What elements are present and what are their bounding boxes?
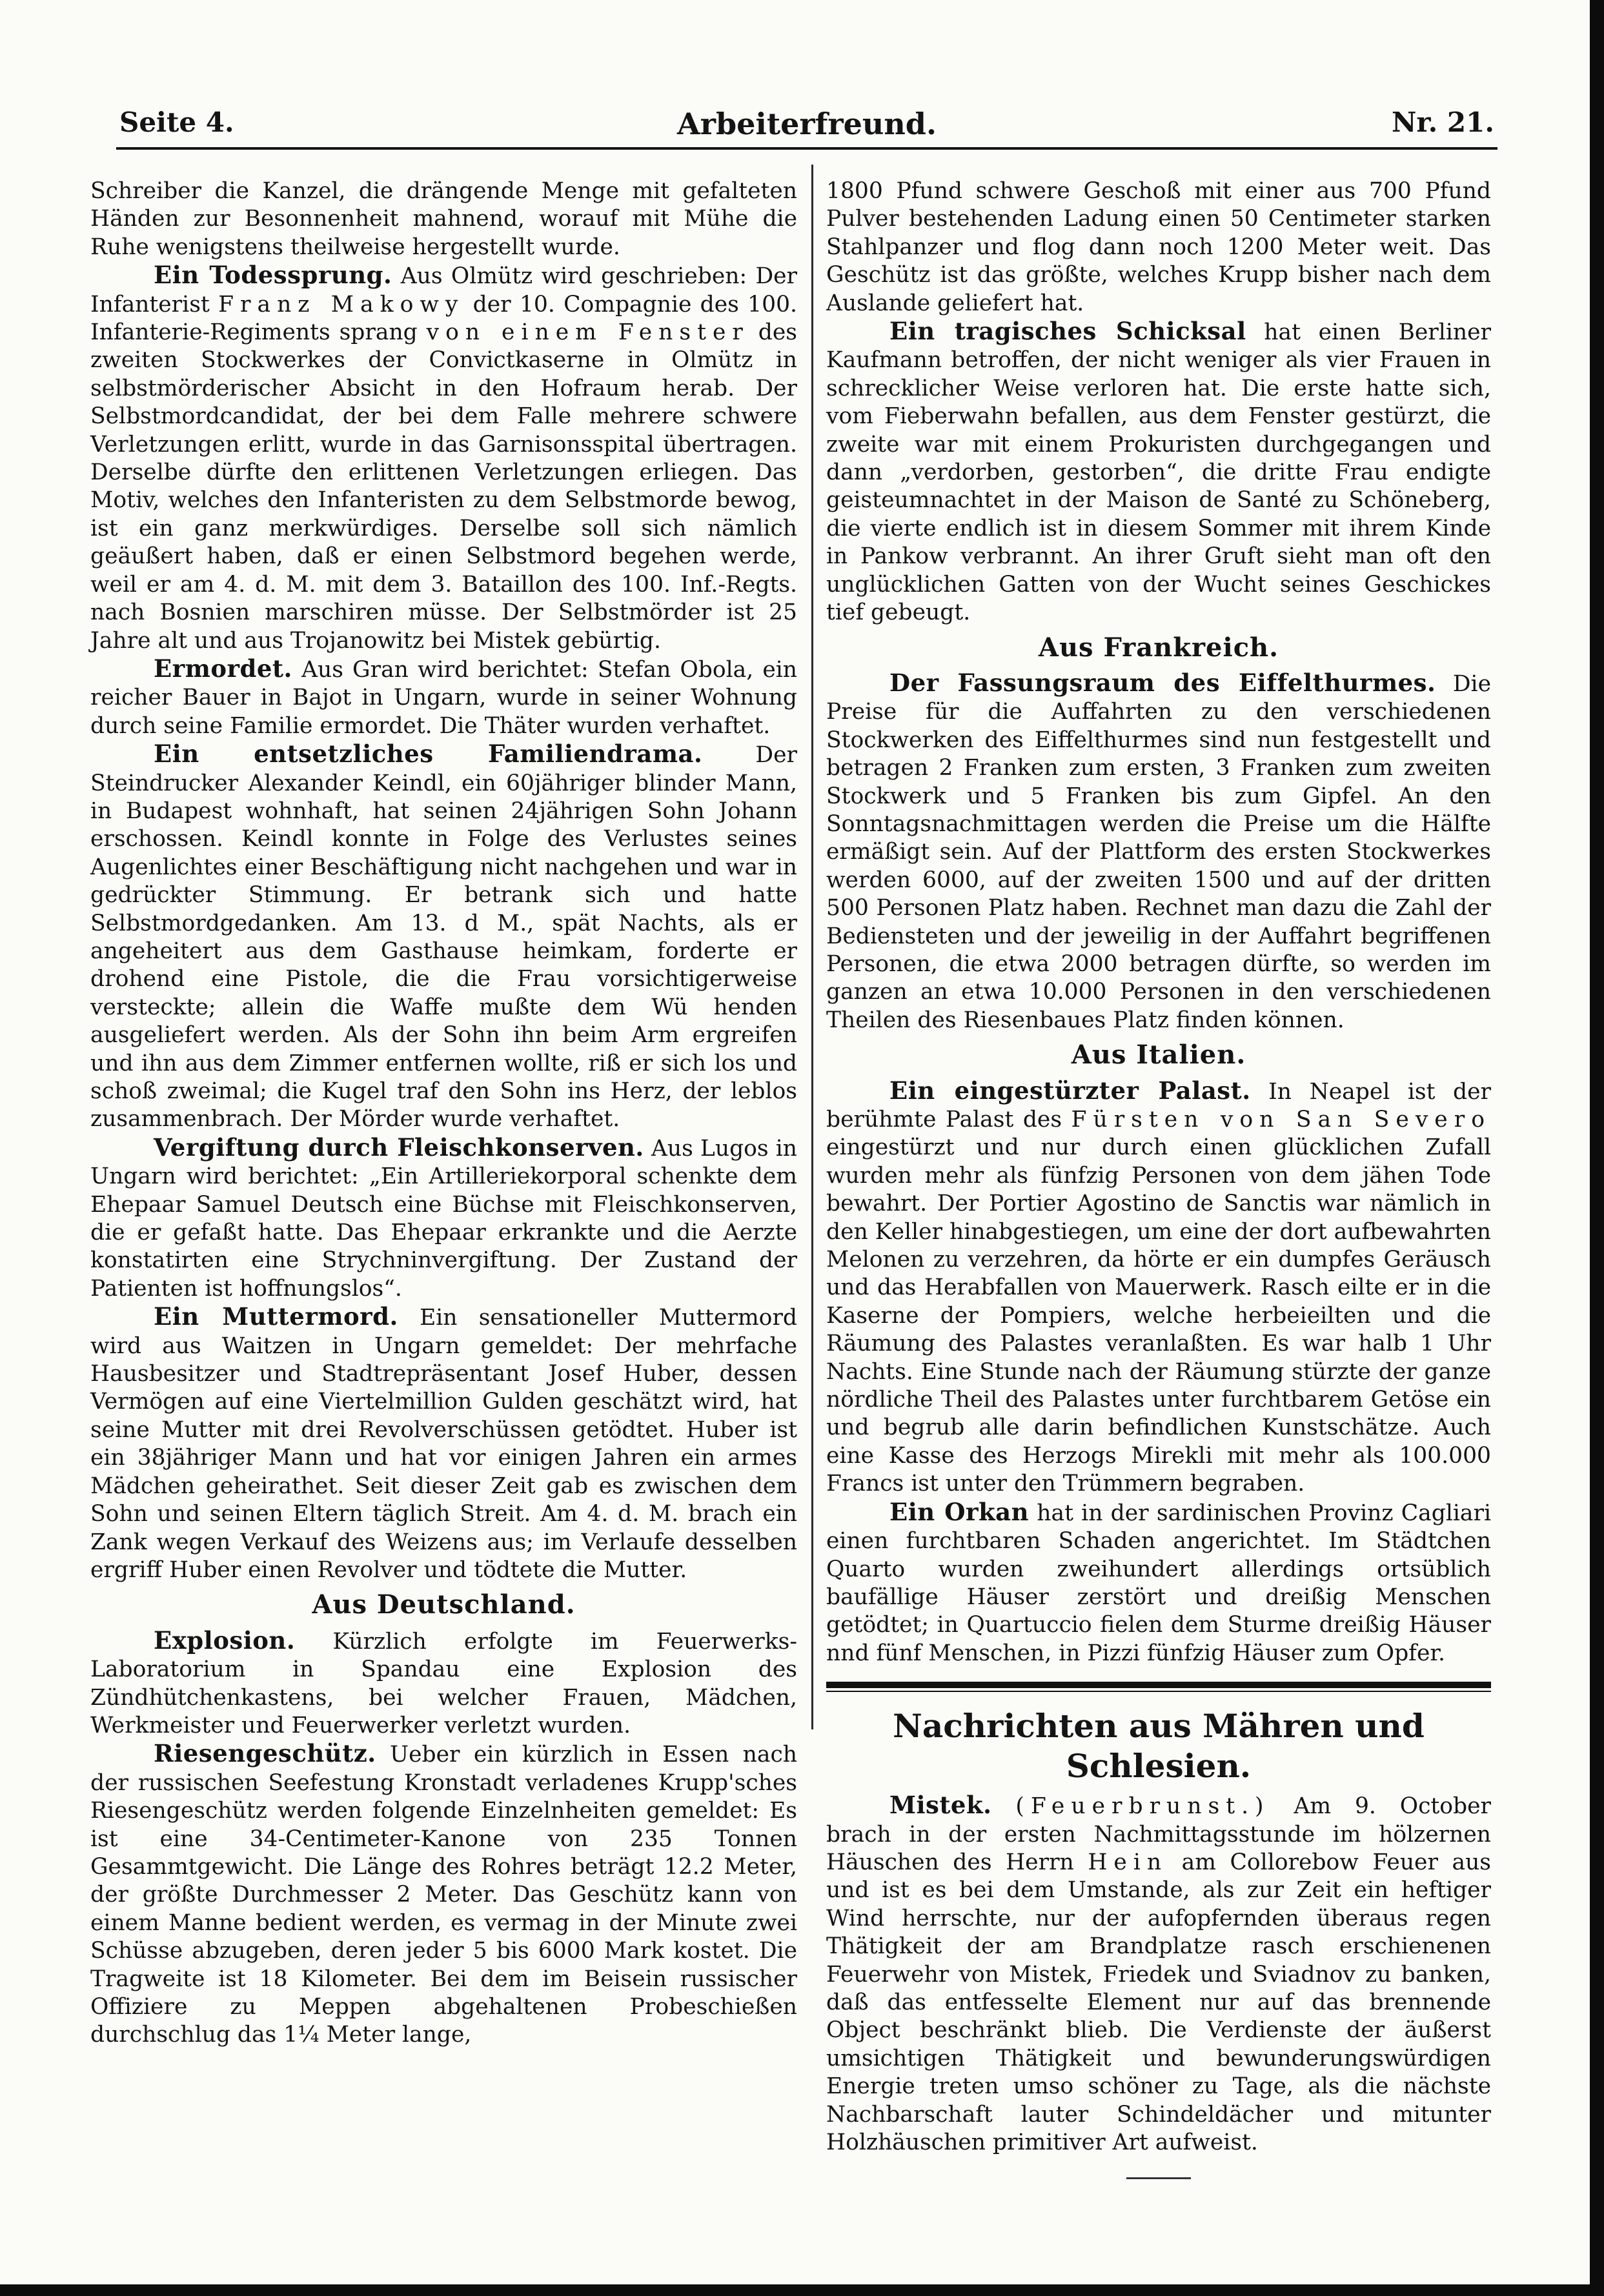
- scan-edge-bottom: [0, 2284, 1604, 2296]
- article-eiffelthurm: [826, 669, 1491, 1034]
- article-body: Aus Gran wird berichtet: Stefan Obola, ein reicher Bauer in Bajot in Ungarn, wurde in seiner Wohnung durch seine Familie ermordet. Die Thäter wurden verhaftet.: [90, 656, 797, 739]
- article-palast: [826, 1077, 1491, 1498]
- article-headline: Ein entsetzliches Familiendrama.: [154, 740, 703, 769]
- article-orkan: [826, 1498, 1491, 1667]
- section-rule-thick: [826, 1682, 1491, 1688]
- article-body: Am 9. October brach in der ersten Nachmittagsstunde im hölzernen Häuschen des Herrn: [826, 1793, 1492, 1875]
- section-heading-frankreich: Aus Frankreich.: [1038, 632, 1279, 663]
- newspaper-title: Arbeiterfreund.: [677, 106, 937, 141]
- article-explosion: [90, 1627, 797, 1740]
- article-continuation: 1800 Pfund schwere Geschoß mit einer aus 700 Pfund Pulver bestehenden Ladung einen 50 Centimeter starken Stahlpanzer und flog dann noch 1200 Meter weit. Das Geschütz ist das größte, welches Krupp bisher nach dem Auslande geliefert hat.: [826, 178, 1491, 316]
- article-headline: Der Fassungsraum des Eiffelthurmes.: [889, 668, 1436, 697]
- article-mistek: [826, 1791, 1491, 2157]
- article-headline: Ein eingestürzter Palast.: [889, 1076, 1251, 1105]
- article-body: In Neapel ist der berühmte Palast des: [826, 1078, 1491, 1133]
- article-headline: Ein Muttermord.: [154, 1302, 398, 1331]
- section-rule-thin: [826, 1691, 1491, 1692]
- spaced-phrase: von einem Fenster: [426, 319, 749, 346]
- article-body: des zweiten Stockwerkes der Convictkaserne in Olmütz in selbstmörderischer Absicht in den Hofraum herab. Der Selbstmordcandidat, der bei dem Falle mehrere schwere Verletzungen erlitt, wurde in das Garnisonsspital übertragen. Derselbe dürfte den erlittenen Verletzungen erliegen. Das Motiv, welches den Infanteristen zu dem Selbstmorde bewog, ist ein ganz merkwürdiges. Derselbe soll sich nämlich geäußert haben, daß er einen Selbstmord begehen werde, weil er am 4. d. M. mit dem 3. Bataillon des 100. Inf.-Regts. nach Bosnien marschiren müsse. Der Selbstmörder ist 25 Jahre alt und aus Trojanowitz bei Mistek gebürtig.: [90, 319, 797, 654]
- article-familiendrama: [90, 740, 797, 1134]
- article-body: am Collorebow Feuer aus und ist es bei dem Umstande, als zur Zeit ein heftiger Wind herrschte, nur der aufopfernden überaus regen Thätigkeit der am Brandplatze rasch erschienenen Feuerwehr von Mistek, Friedek und Sviadnov zu banken, daß das entfesselte Element nur auf das brennende Object beschränkt blieb. Die Verdienste der äußerst umsichtigen Thätigkeit und bewunderungswürdigen Energie treten umso schöner zu Tage, als die nächste Nachbarschaft lauter Schindeldächer und mitunter Holzhäuschen primitiver Art aufweist.: [826, 1849, 1492, 2155]
- spaced-name: Hein: [1088, 1849, 1168, 1875]
- article-body: Die Preise für die Auffahrten zu den verschiedenen Stockwerken des Eiffelthurmes sind nun festgestellt und betragen 2 Franken zum ersten, 3 Franken zum zweiten Stockwerk und 5 Franken bis zum Gipfel. An den Sonntagsnachmittagen werden die Preise um die Hälfte ermäßigt sein. Auf der Plattform des ersten Stockwerkes werden 6000, auf der zweiten 1500 und auf der dritten 500 Personen Platz haben. Rechnet man dazu die Zahl der Bediensteten und der jeweilig in der Auffahrt begriffenen Personen, die etwa 2000 betragen dürfte, so werden im ganzen an etwa 10.000 Personen in den verschiedenen Theilen des Riesenbaues Platz finden können.: [826, 670, 1492, 1033]
- article-headline: Riesengeschütz.: [154, 1739, 376, 1768]
- article-body: Ein sensationeller Muttermord wird aus Waitzen in Ungarn gemeldet: Der mehrfache Hausbesitzer und Stadtrepräsentant Josef Huber, dessen Vermögen auf eine Viertelmillion Gulden geschätzt wird, hat seine Mutter mit drei Revolverschüssen getödtet. Huber ist ein 38jähriger Mann und hat vor einigen Jahren ein armes Mädchen geheirathet. Seit dieser Zeit gab es zwischen dem Sohn und seinen Eltern täglich Streit. Am 4. d. M. brach ein Zank wegen Verkauf des Weizens aus; im Verlaufe desselben ergriff Huber einen Revolver und tödtete die Mutter.: [90, 1305, 798, 1583]
- end-rule: [1126, 2177, 1191, 2179]
- article-body: Der Steindrucker Alexander Keindl, ein 60jähriger blinder Mann, in Budapest wohnhaft, hat seinen 24jährigen Sohn Johann erschossen. Keindl konnte in Folge des Verlustes seines Augenlichtes einer Beschäftigung nicht nachgehen und war in gedrückter Stimmung. Er betrank sich und hatte Selbstmordgedanken. Am 13. d M., spät Nachts, als er angeheitert aus dem Gasthause heimkam, forderte er drohend eine Pistole, die die Frau vorsichtigerweise versteckte; allein die Waffe mußte dem Wü henden ausgeliefert werden. Als der Sohn ihn beim Arm ergreifen und ihn aus dem Zimmer entfernen wollte, riß er sich los und schoß zweimal; die Kugel traf den Sohn ins Herz, der leblos zusammenbrach. Der Mörder wurde verhaftet.: [90, 742, 797, 1133]
- right-column: [826, 177, 1491, 2179]
- article-body: eingestürzt und nur durch einen glücklichen Zufall wurden mehr als fünfzig Personen von dem jähen Tode bewahrt. Der Portier Agostino de Sanctis war nämlich in den Keller hinabgestiegen, um eine der dort aufbewahrten Melonen zu verzehren, da hörte er ein dumpfes Geräusch und das Herabfallen von Mauerwerk. Rasch eilte er in die Kaserne der Pompiers, welche herbeieilten und die Räumung des Palastes veranlaßten. Es war halb 1 Uhr Nachts. Eine Stunde nach der Räumung stürzte der ganze nördliche Theil des Palastes unter furchtbarem Getöse ein und begrub alle darin befindlichen Kunstschätze. Auch eine Kasse des Herzogs Mirekli mit mehr als 100.000 Francs ist unter den Trümmern begraben.: [826, 1134, 1491, 1497]
- article-body: Kürzlich erfolgte im Feuerwerks-Laboratorium in Spandau eine Explosion des Zündhütchenkastens, bei welcher Frauen, Mädchen, Werkmeister und Feuerwerker verletzt wurden.: [90, 1628, 797, 1738]
- spaced-phrase: (Feuerbrunst.): [1015, 1793, 1270, 1820]
- article-ermordet: [90, 655, 797, 740]
- page-number: Seite 4.: [119, 106, 234, 138]
- article-body: Aus Olmütz wird geschrieben: Der Infanterist: [90, 263, 798, 317]
- article-headline: Mistek.: [889, 1791, 992, 1820]
- spaced-name: Fürsten von San Severo: [1071, 1107, 1491, 1133]
- issue-number: Nr. 21.: [1392, 106, 1494, 138]
- article-headline: Ein tragisches Schicksal: [889, 317, 1246, 346]
- page-header: [119, 106, 1494, 145]
- article-body: Aus Lugos in Ungarn wird berichtet: „Ein Artilleriekorporal schenkte dem Ehepaar Samuel Deutsch eine Büchse mit Fleischkonserven, die er gefaßt hatte. Das Ehepaar erkrankte und die Aerzte konstatirten eine Strychninvergiftung. Der Zustand der Patienten ist hoffnungslos“.: [90, 1135, 798, 1302]
- left-column: [90, 177, 797, 2049]
- article-riesengeschuetz: [90, 1740, 797, 2049]
- article-headline: Explosion.: [154, 1626, 296, 1655]
- article-body: der 10. Compagnie des 100. Infanterie-Regiments sprang: [90, 291, 797, 346]
- article-continuation: Schreiber die Kanzel, die drängende Menge mit gefalteten Händen zur Besonnenheit mahnend, worauf mit Mühe die Ruhe wenigstens theilweise hergestellt wurde.: [90, 178, 797, 260]
- article-headline: Ermordet.: [154, 654, 292, 683]
- article-schicksal: [826, 317, 1491, 627]
- column-divider: [811, 165, 813, 1729]
- article-headline: Vergiftung durch Fleischkonserven.: [154, 1133, 644, 1162]
- article-body: Ueber ein kürzlich in Essen nach der russischen Seefestung Kronstadt verladenes Krupp'sches Riesengeschütz werden folgende Einzelnheiten gemeldet: Es ist eine 34-Centimeter-Kanone von 235 Tonnen Gesammtgewicht. Die Länge des Rohres beträgt 12.2 Meter, der größte Durchmesser 2 Meter. Das Geschütz kann von einem Manne bedient werden, es vermag in der Minute zwei Schüsse abzugeben, deren jeder 5 bis 6000 Mark kostet. Die Tragweite ist 18 Kilometer. Bei dem im Beisein russischer Offiziere zu Meppen abgehaltenen Probeschießen durchschlug das 1¼ Meter lange,: [90, 1742, 797, 2048]
- section-heading-italien: Aus Italien.: [1071, 1040, 1246, 1071]
- spaced-name: Franz Makowy: [218, 291, 465, 317]
- article-headline: Ein Orkan: [889, 1497, 1030, 1526]
- article-vergiftung: [90, 1134, 797, 1303]
- article-headline: Ein Todessprung.: [154, 261, 392, 290]
- article-body: hat in der sardinischen Provinz Cagliari einen furchtbaren Schaden angerichtet. Im Städtchen Quarto wurden zweihundert allerdings ortsüblich baufällige Häuser zerstört und dreißig Menschen getödtet; in Quartuccio fielen dem Sturme dreißig Häuser nnd fünf Menschen, in Pizzi fünfzig Häuser zum Opfer.: [826, 1500, 1491, 1666]
- header-rule: [116, 147, 1497, 150]
- scan-edge-right: [1590, 0, 1604, 2296]
- article-muttermord: [90, 1303, 797, 1584]
- section-heading-deutschland: Aus Deutschland.: [312, 1589, 576, 1620]
- article-body: hat einen Berliner Kaufmann betroffen, der nicht weniger als vier Frauen in schrecklicher Weise verloren hat. Die erste hatte sich, vom Fieberwahn befallen, aus dem Fenster gestürzt, die zweite war mit einem Prokuristen durchgegangen und dann „verdorben, gestorben“, die dritte Frau endigte geisteumnachtet in der Maison de Santé zu Schöneberg, die vierte endlich ist in diesem Sommer mit ihrem Kinde in Pankow verbrannt. An ihrer Gruft sieht man oft den unglücklichen Gatten von der Wucht seines Geschickes tief gebeugt.: [826, 319, 1491, 626]
- article-todessprung: [90, 261, 797, 655]
- section-heading-maehren: Nachrichten aus Mähren und Schlesien.: [893, 1707, 1425, 1786]
